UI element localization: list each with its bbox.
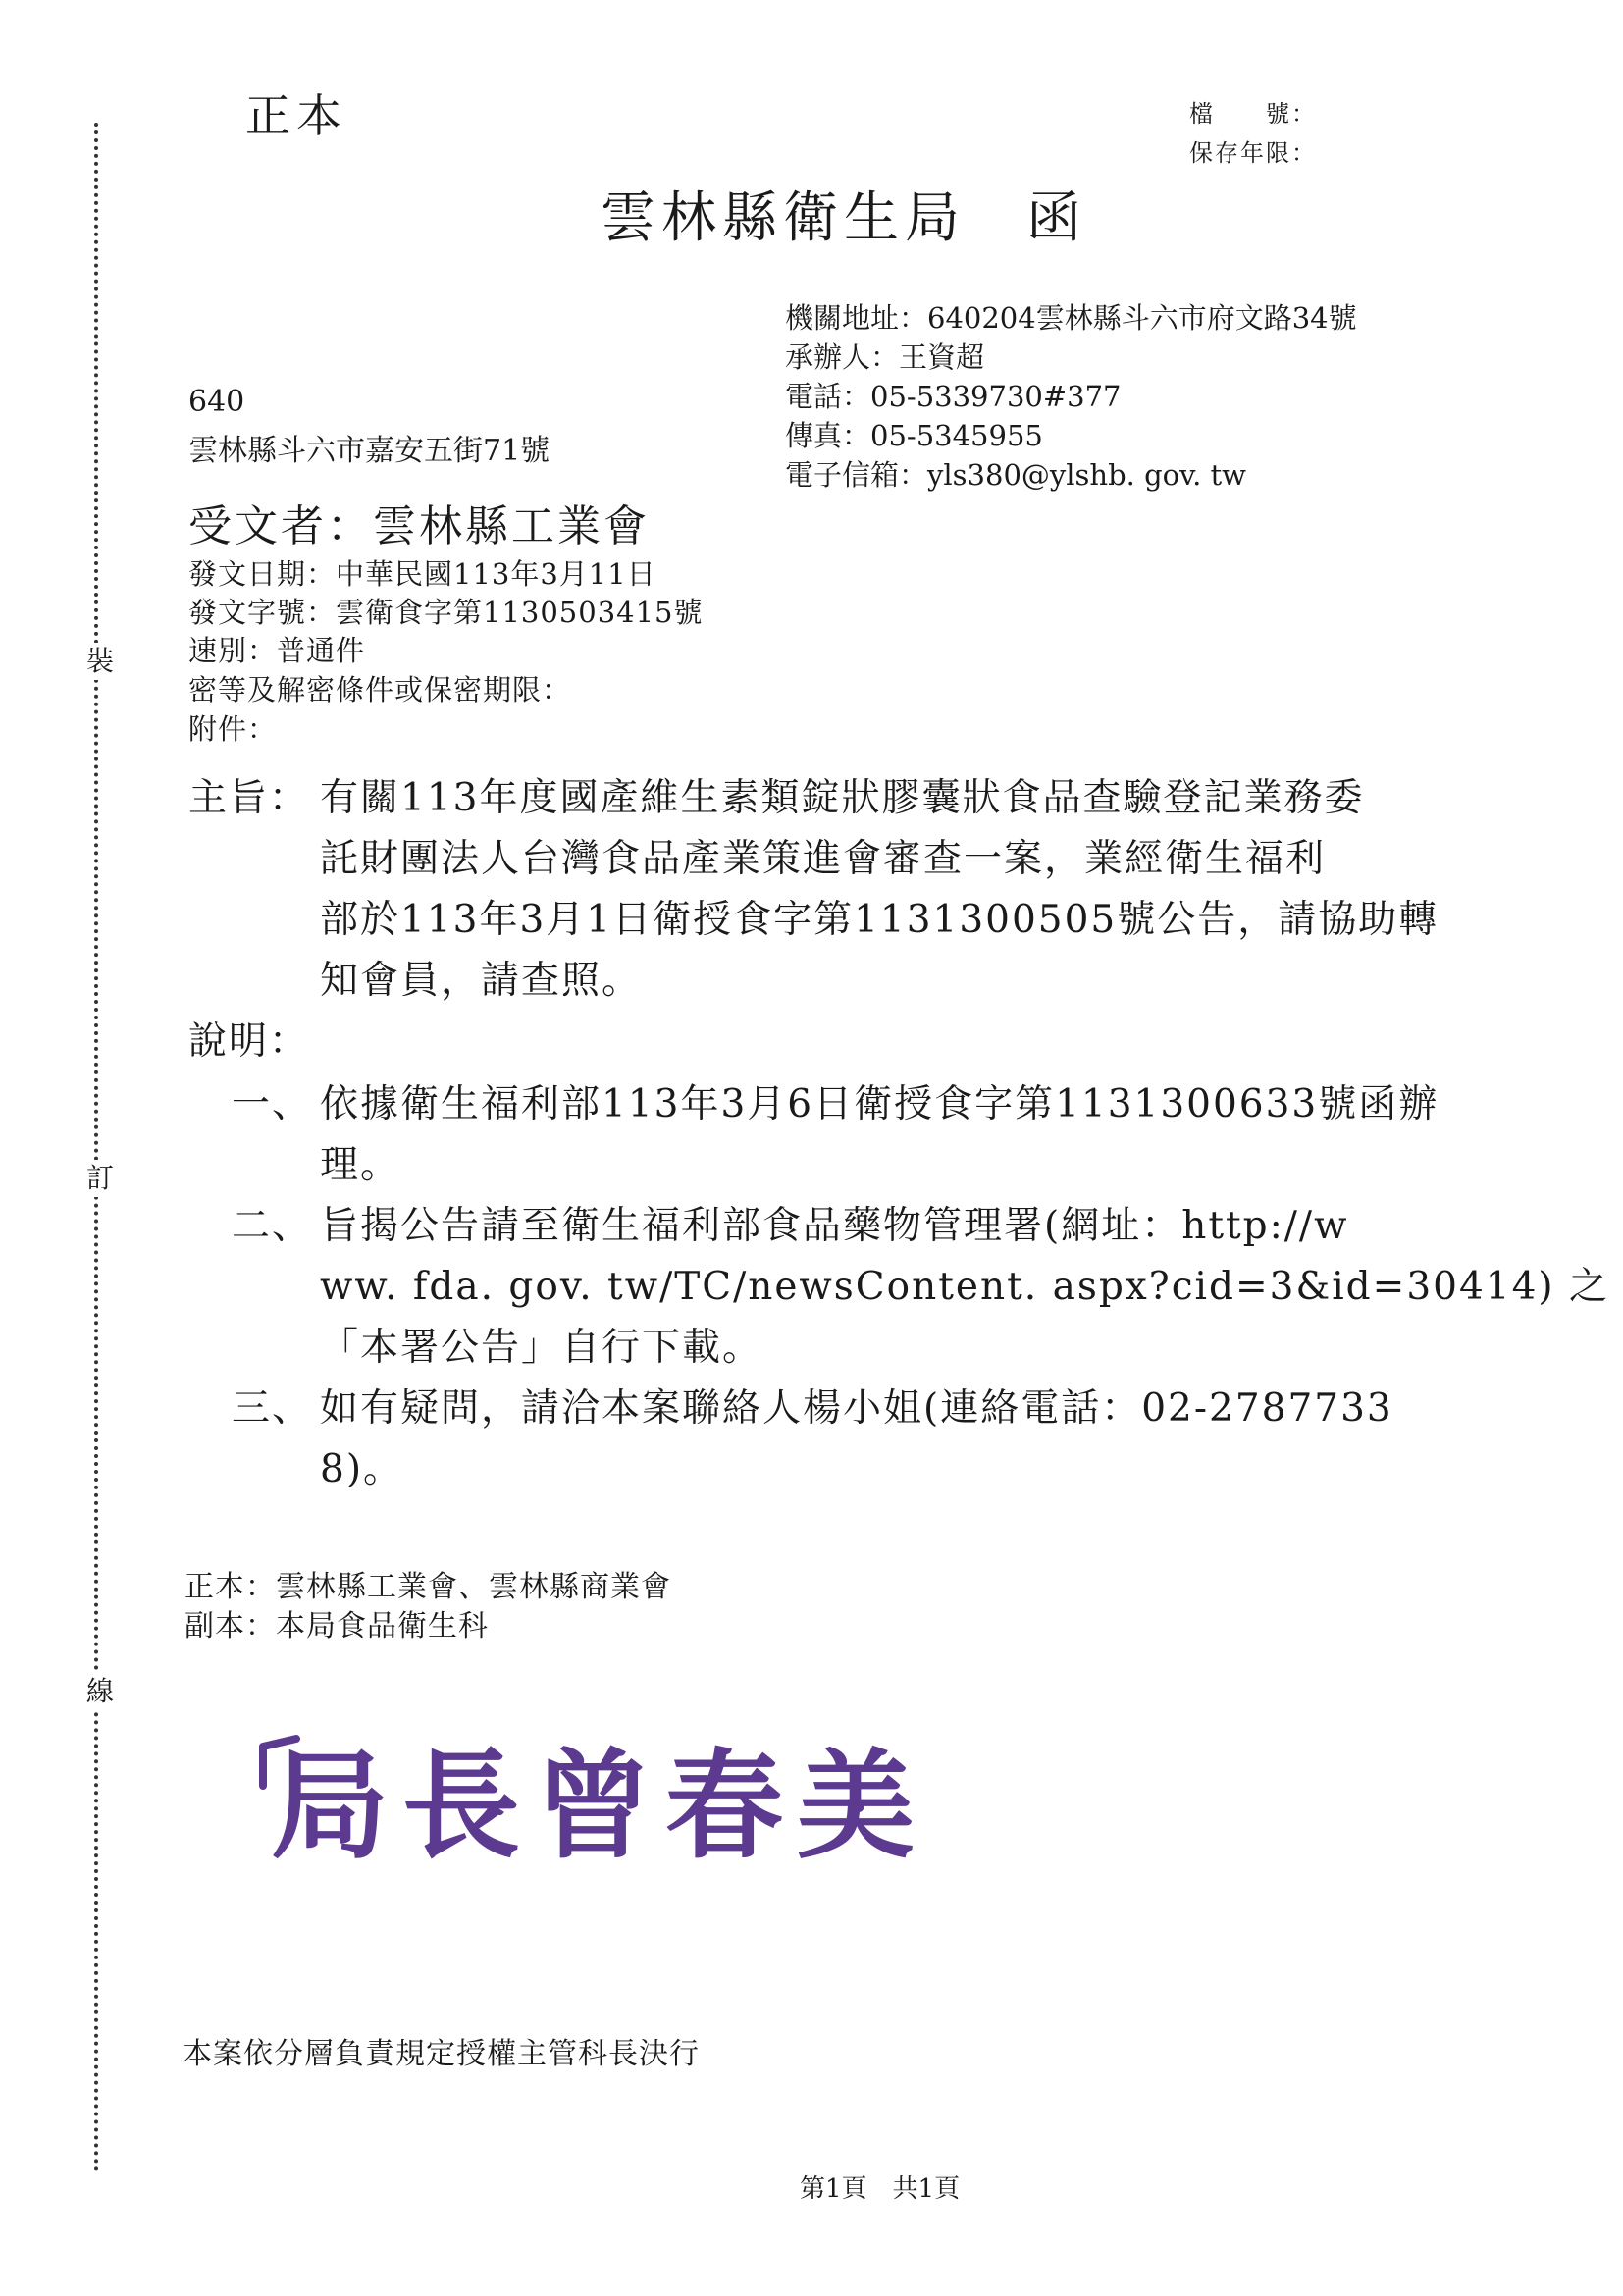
explanation-label: 說明： <box>188 1019 310 1064</box>
delivery-speed: 速別：普通件 <box>188 634 366 667</box>
issue-date: 發文日期：中華民國113年3月11日 <box>188 557 656 591</box>
subject-line: 部於113年3月1日衛授食字第1131300505號公告，請協助轉 <box>320 898 1440 942</box>
binding-mark-line: 線 <box>86 1673 114 1710</box>
fax-number: 傳真：05-5345955 <box>785 419 1043 452</box>
copy-type-label: 正本 <box>245 89 347 142</box>
page-number: 第1頁 共1頁 <box>800 2174 961 2204</box>
item-number: 一、 <box>232 1082 313 1126</box>
item-line: 「本署公告」自行下載。 <box>320 1326 763 1370</box>
item-line: ww. fda. gov. tw/TC/newsContent. aspx?cid=3&id=30414) 之 <box>320 1265 1609 1309</box>
item-line: 旨揭公告請至衛生福利部食品藥物管理署(網址：http://w <box>320 1204 1349 1248</box>
item-line: 依據衛生福利部113年3月6日衛授食字第1131300633號函辦 <box>320 1082 1440 1126</box>
recipient-postal-code: 640 <box>188 385 245 419</box>
item-line: 理。 <box>320 1143 401 1187</box>
binding-line <box>94 123 98 2173</box>
handler-name: 承辦人：王資超 <box>785 340 985 374</box>
phone-number: 電話：05-5339730#377 <box>785 380 1122 413</box>
document-title: 雲林縣衛生局 函 <box>601 186 1087 250</box>
subject-line: 知會員，請查照。 <box>320 959 643 1003</box>
subject-label: 主旨： <box>188 776 310 820</box>
security-level: 密等及解密條件或保密期限： <box>188 673 572 706</box>
item-number: 三、 <box>232 1386 313 1431</box>
signature-text: 局長曾春美 <box>271 1737 928 1875</box>
item-line: 8)。 <box>320 1447 404 1491</box>
item-line: 如有疑問，請洽本案聯絡人楊小姐(連絡電話：02-2787733 <box>320 1386 1393 1431</box>
binding-mark-bind: 裝 <box>86 643 114 680</box>
attachment-label: 附件： <box>188 712 278 746</box>
recipient-address: 雲林縣斗六市嘉安五街71號 <box>188 434 550 468</box>
director-signature-stamp <box>257 1717 1042 1889</box>
file-number-label: 檔 號： <box>1189 100 1317 128</box>
addressee: 受文者：雲林縣工業會 <box>188 501 650 551</box>
subject-line: 有關113年度國產維生素類錠狀膠囊狀食品查驗登記業務委 <box>320 776 1365 820</box>
copy-recipients: 副本：本局食品衛生科 <box>184 1609 489 1644</box>
delegation-note: 本案依分層負責規定授權主管科長決行 <box>183 2037 700 2071</box>
item-number: 二、 <box>232 1204 313 1248</box>
original-recipients: 正本：雲林縣工業會、雲林縣商業會 <box>184 1570 671 1604</box>
subject-line: 託財團法人台灣食品產業策進會審查一案，業經衛生福利 <box>320 837 1327 881</box>
retention-label: 保存年限： <box>1189 139 1317 167</box>
email-address: 電子信箱：yls380@ylshb. gov. tw <box>785 458 1246 492</box>
binding-mark-staple: 訂 <box>86 1160 114 1197</box>
document-number: 發文字號：雲衛食字第1130503415號 <box>188 596 704 629</box>
agency-address: 機關地址：640204雲林縣斗六市府文路34號 <box>785 301 1357 335</box>
